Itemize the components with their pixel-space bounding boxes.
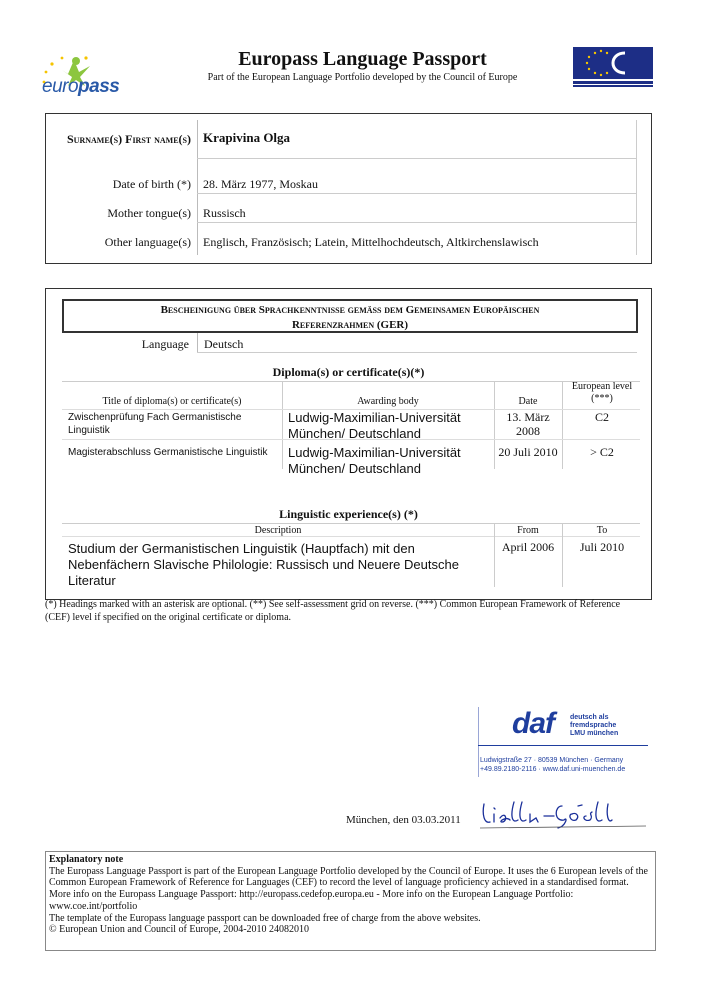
- experience-description: Studium der Germanistischen Linguistik (Hauptfach) mit den Nebenfächern Slavische Philologie: Russisch und Neuere Deutsche Literatur: [68, 541, 459, 588]
- language-label: Language: [141, 337, 189, 351]
- dob-value: 28. März 1977, Moskau: [203, 177, 318, 191]
- other-languages-value: Englisch, Französisch; Latein, Mittelhochdeutsch, Altkirchenslawisch: [203, 235, 539, 249]
- personal-info-box: [45, 113, 652, 264]
- other-languages-label: Other language(s): [104, 235, 191, 249]
- col-description-header: Description: [254, 525, 302, 536]
- surname-label: Surname(s) First name(s): [67, 132, 191, 146]
- experience-from: April 2006: [501, 540, 555, 554]
- col-date-header: Date: [518, 396, 538, 407]
- diploma-1-date: 13. März 2008: [506, 410, 550, 438]
- ger-heading-line2: Referenzrahmen (GER): [291, 319, 409, 331]
- institution-stamp: [478, 707, 648, 779]
- mother-tongue-label: Mother tongue(s): [107, 206, 191, 220]
- col-title-header: Title of diploma(s) or certificate(s): [102, 396, 242, 407]
- footnote: (*) Headings marked with an asterisk are optional. (**) See self-assessment grid on reverse. (***) Common European Framework of Reference (CEF) level if specified on the original certificate or diploma.: [45, 599, 621, 623]
- place-and-date: München, den 03.03.2011: [346, 814, 461, 826]
- diploma-1-body: Ludwig-Maximilian-Universität München/ Deutschland: [288, 410, 461, 441]
- diploma-1-title: Zwischenprüfung Fach Germanistische Linguistik: [68, 412, 242, 436]
- note-paragraph-3: The template of the Europass language passport can be downloaded free of charge from the above websites.: [49, 912, 481, 924]
- col-european-level-header: European level (***): [571, 381, 633, 404]
- diploma-2-title: Magisterabschluss Germanistische Linguistik: [68, 447, 268, 458]
- experience-to: Juli 2010: [579, 540, 625, 554]
- col-awarding-body-header: Awarding body: [357, 396, 419, 407]
- diploma-1-level: C2: [594, 410, 609, 424]
- diploma-2-date: 20 Juli 2010: [498, 445, 558, 459]
- note-paragraph-4: © European Union and Council of Europe, 2004-2010 24082010: [49, 924, 310, 936]
- surname-value: Krapivina Olga: [203, 130, 291, 145]
- note-paragraph-1: The Europass Language Passport is part of the European Language Portfolio developed by the Council of Europe. It uses the 6 European levels of the Common European Framework of Reference for Languages (CEF) to record the level of language proficiency achieved in a standardised format.: [49, 865, 648, 889]
- document-subtitle: Part of the European Language Portfolio developed by the Council of Europe: [207, 72, 518, 83]
- note-title: Explanatory note: [49, 854, 124, 865]
- col-to-header: To: [596, 525, 608, 536]
- note-paragraph-2: More info on the Europass Language Passport: http://europass.cedefop.europa.eu - More info on the European Language Portfolio: www.coe.int/portfolio: [49, 889, 574, 912]
- ger-heading-line1: Bescheinigung über Sprachkenntnisse gemäss dem Gemeinsamen Europäischen: [160, 304, 540, 316]
- stamp-brand: daf: [512, 707, 554, 740]
- signature: [478, 796, 648, 830]
- diploma-2-level: > C2: [590, 445, 614, 459]
- certificate-box: [45, 288, 652, 600]
- stamp-contact: +49.89.2180-2116 · www.daf.uni-muenchen.de: [480, 766, 626, 773]
- diploma-section-title: Diploma(s) or certificate(s)(*): [272, 365, 425, 379]
- stamp-tagline-1: deutsch als fremdsprache: [570, 714, 617, 729]
- experience-section-title: Linguistic experience(s) (*): [279, 507, 418, 521]
- stamp-tagline-2: LMU münchen: [570, 730, 619, 737]
- col-from-header: From: [517, 525, 539, 536]
- mother-tongue-value: Russisch: [203, 206, 246, 220]
- document-title: Europass Language Passport: [238, 48, 487, 70]
- stamp-address: Ludwigstraße 27 · 80539 München · Germany: [480, 757, 624, 764]
- diploma-2-body: Ludwig-Maximilian-Universität München/ Deutschland: [288, 445, 461, 476]
- logo-text-euro: euro: [42, 76, 79, 97]
- council-of-europe-logo: [573, 47, 653, 89]
- ger-heading: [62, 299, 638, 333]
- dob-label: Date of birth (*): [112, 177, 191, 191]
- logo-text-pass: pass: [78, 76, 120, 97]
- language-value: Deutsch: [204, 337, 244, 351]
- explanatory-note: [45, 851, 656, 951]
